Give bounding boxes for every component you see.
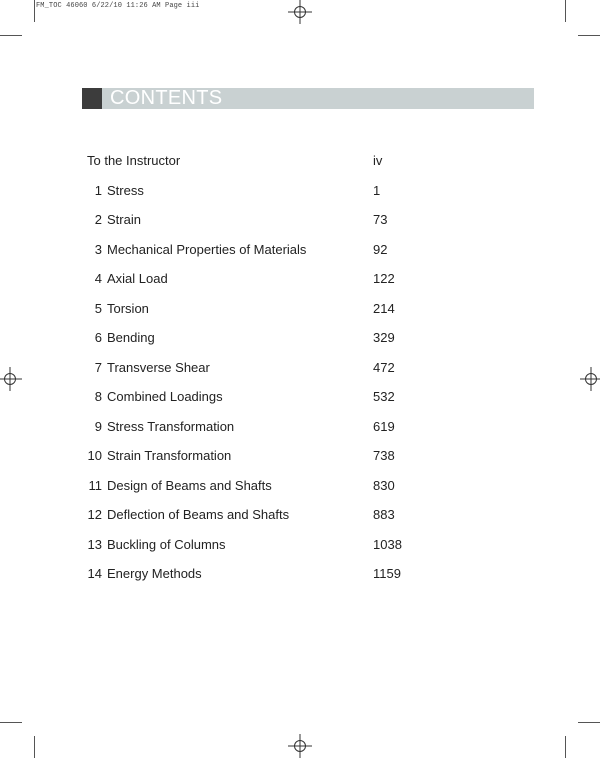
table-of-contents — [87, 151, 427, 594]
crop-mark-top-right-vertical — [565, 0, 566, 22]
toc-entry-label: Transverse Shear — [107, 359, 210, 375]
toc-entry-chapter-9[interactable] — [87, 417, 427, 447]
toc-entry-page: 1038 — [373, 536, 402, 552]
toc-entry-chapter-4[interactable] — [87, 269, 427, 299]
toc-entry-page: 1159 — [373, 566, 401, 581]
crop-mark-bottom-right-horizontal — [578, 722, 600, 723]
crop-mark-bottom-right-vertical — [565, 736, 566, 758]
toc-entry-chapter-7[interactable] — [87, 358, 427, 388]
toc-entry-label: Strain — [107, 212, 141, 227]
toc-entry-page: 738 — [373, 448, 395, 463]
toc-entry-page: 329 — [373, 330, 395, 345]
toc-entry-page: 73 — [373, 212, 388, 227]
toc-entry-label: Bending — [107, 330, 155, 345]
crop-mark-top-right-horizontal — [578, 35, 600, 36]
toc-entry-number: 6 — [94, 330, 102, 345]
registration-mark-right-icon — [578, 367, 600, 391]
toc-entry-page: 830 — [373, 477, 395, 493]
toc-entry-number: 14 — [87, 566, 102, 581]
toc-entry-number: 1 — [94, 182, 102, 198]
toc-entry-number: 4 — [94, 271, 102, 286]
toc-entry-page: 1 — [373, 182, 381, 198]
toc-entry-page: iv — [373, 153, 383, 168]
toc-entry-to-the-instructor[interactable] — [87, 151, 427, 181]
toc-entry-label: Design of Beams and Shafts — [107, 477, 272, 493]
registration-mark-top-icon — [288, 0, 312, 24]
toc-entry-page: 472 — [373, 359, 395, 375]
toc-entry-number: 8 — [94, 389, 102, 404]
toc-entry-number: 2 — [94, 212, 102, 227]
toc-entry-number: 13 — [87, 536, 102, 552]
toc-entry-chapter-13[interactable] — [87, 535, 427, 565]
toc-entry-chapter-12[interactable] — [87, 505, 427, 535]
toc-entry-label: To the Instructor — [87, 153, 181, 168]
toc-entry-page: 92 — [373, 241, 388, 257]
toc-entry-number: 3 — [94, 241, 102, 257]
toc-entry-number: 12 — [87, 507, 102, 522]
toc-entry-label: Strain Transformation — [107, 448, 232, 463]
toc-entry-label: Buckling of Columns — [107, 536, 226, 552]
crop-mark-top-left-horizontal — [0, 35, 22, 36]
toc-entry-page: 883 — [373, 507, 395, 522]
toc-entry-label: Deflection of Beams and Shafts — [107, 507, 290, 522]
toc-entry-number: 5 — [94, 300, 102, 316]
toc-entry-label: Mechanical Properties of Materials — [107, 241, 307, 257]
toc-entry-chapter-2[interactable] — [87, 210, 427, 240]
toc-entry-chapter-10[interactable] — [87, 446, 427, 476]
registration-mark-bottom-icon — [288, 734, 312, 758]
toc-entry-page: 214 — [373, 300, 395, 316]
toc-entry-label: Stress Transformation — [107, 418, 235, 434]
header-accent-block — [82, 88, 102, 109]
toc-entry-chapter-11[interactable] — [87, 476, 427, 506]
toc-entry-page: 619 — [373, 418, 395, 434]
toc-entry-chapter-6[interactable] — [87, 328, 427, 358]
toc-entry-number: 10 — [87, 448, 102, 463]
toc-entry-page: 122 — [373, 271, 395, 286]
toc-entry-chapter-14[interactable] — [87, 564, 427, 594]
toc-entry-number: 11 — [88, 477, 102, 493]
crop-mark-top-left-vertical — [34, 0, 35, 22]
page-title: CONTENTS — [110, 87, 223, 109]
contents-header-bar — [82, 88, 534, 109]
toc-entry-label: Stress — [107, 182, 144, 198]
toc-entry-chapter-3[interactable] — [87, 240, 427, 270]
toc-entry-number: 9 — [94, 418, 102, 434]
toc-entry-chapter-1[interactable] — [87, 181, 427, 211]
toc-entry-chapter-5[interactable] — [87, 299, 427, 329]
crop-mark-bottom-left-vertical — [34, 736, 35, 758]
printer-slug-line: FM_TOC 46060 6/22/10 11:26 AM Page iii — [36, 2, 200, 10]
toc-entry-label: Axial Load — [107, 271, 168, 286]
toc-entry-number: 7 — [94, 359, 102, 375]
toc-entry-label: Combined Loadings — [107, 389, 223, 404]
toc-entry-label: Energy Methods — [107, 566, 202, 581]
toc-entry-chapter-8[interactable] — [87, 387, 427, 417]
crop-mark-bottom-left-horizontal — [0, 722, 22, 723]
registration-mark-left-icon — [0, 367, 24, 391]
toc-entry-page: 532 — [373, 389, 395, 404]
toc-entry-label: Torsion — [107, 300, 149, 316]
